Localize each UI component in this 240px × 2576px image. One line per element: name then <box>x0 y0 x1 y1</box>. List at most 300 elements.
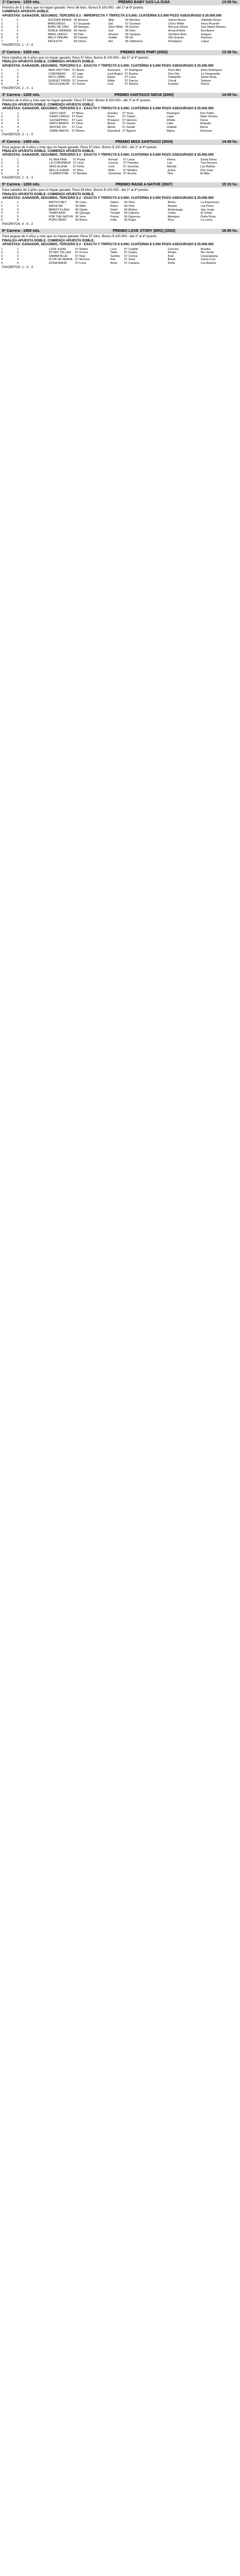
entry-cell: Brave <box>107 122 116 126</box>
race-condition-line: Para yeguas de 4 años y más que no hayan ganado: Peso 57 kilos. Bonos $ 100.000.- del 1ª al 4ª puesto. <box>2 145 158 149</box>
entry-cell: Los Alamos <box>201 261 217 265</box>
entry-cell: BELLA JUANA <box>49 168 69 172</box>
entry-cell: 57 Cruz <box>71 125 83 129</box>
entry-cell: 57 Aguirre <box>122 129 136 133</box>
entry-row <box>0 165 240 169</box>
entry-row <box>0 248 240 252</box>
entry-row <box>0 40 240 44</box>
entry-cell: 56 Mendez <box>125 19 140 22</box>
entry-cell: 57 Ruiz <box>75 254 86 258</box>
entry-cell: 5 <box>1 33 3 36</box>
race-condition-line: APUESTAS: GANADOR, SEGUNDO, TERCERO $ 2 - EXACTA Y TRIFECTA $ 5.000; CUATERNA $ 5.000 POZO ASEGURADO $ 25.000.000 <box>2 196 214 200</box>
entry-cell: Clemente <box>108 172 122 176</box>
entry-cell: Rivero <box>201 83 210 86</box>
entry-cell: 56 Viento <box>74 29 86 33</box>
entry-row <box>0 208 240 212</box>
race-conditions <box>0 234 240 247</box>
race-conditions <box>0 5 240 19</box>
entries-table <box>0 248 240 265</box>
entry-cell: MISS ELENA <box>49 165 67 168</box>
entry-cell: 57 Lazo <box>71 118 83 122</box>
race-favorites: FAVORITOS: 3 - 1 - 5 <box>2 133 33 137</box>
entry-cell: RAYO BRAVO <box>50 122 69 126</box>
entry-row <box>0 83 240 86</box>
entry-cell: 3 <box>1 26 3 29</box>
entry-cell: Holguin <box>201 33 211 36</box>
race-post-time: 13:00 hs. <box>222 1 238 4</box>
entry-cell: Elenita <box>167 165 177 168</box>
entry-cell: 56 Cabrera <box>124 212 139 215</box>
entry-cell: Saneo-Bruno <box>168 19 186 22</box>
entry-cell: 6 <box>1 219 3 222</box>
entry-cell: Love <box>110 247 117 251</box>
entry-cell: BRAVO FLASH <box>49 208 70 212</box>
race-condition-line: FINALIZA APUESTA DOBLE. COMIENZA APUESTA DOBLE. <box>2 238 95 243</box>
entry-cell: 1 <box>17 247 19 251</box>
entry-cell: 2 <box>17 72 19 76</box>
race-conditions <box>0 98 240 111</box>
entries-table <box>0 19 240 43</box>
entry-cell: 2 <box>17 115 19 119</box>
race-number: 1ª Carrera - 1200 mts. <box>2 1 41 4</box>
race-condition-line: FINALIZA APUESTA DOBLE. COMIENZA APUESTA DOBLE. <box>2 102 95 107</box>
race-condition-line: Para yeguas de 4 años y más que no hayan ganado: Peso 57 kilos. Bonos $ 100.000.- del 1ª al 4ª puesto. <box>2 235 158 239</box>
race-number: 4ª Carrera - 1400 mts. <box>2 140 41 144</box>
entry-cell: FOR THE NATIVE <box>49 215 74 219</box>
entry-row <box>0 158 240 162</box>
entry-cell: Oscar <box>200 118 209 122</box>
entry-cell: Gimenez <box>200 129 212 133</box>
entry-row <box>0 251 240 255</box>
entry-cell: Ampatia <box>200 122 211 126</box>
entries-table <box>0 201 240 222</box>
entry-cell: Juana <box>167 168 175 172</box>
entry-cell: PURO INDIO <box>49 219 67 222</box>
entry-cell: 56 Olivos <box>74 39 86 43</box>
entry-cell: DARE MALVO <box>50 129 69 133</box>
race-condition-line: Premios de $ 3 años que no hayan ganado: Peso 56 kilos. Bonos $ 100.000.- del 1ª al 6ª puesto. <box>2 6 145 10</box>
entry-cell: 5 <box>17 125 19 129</box>
entry-cell: 1 <box>17 158 19 161</box>
entry-cell: Wilde <box>107 79 115 83</box>
entry-cell: 3 <box>17 29 19 33</box>
entry-cell: 56 Bravo <box>75 219 87 222</box>
entry-row <box>0 126 240 130</box>
entry-cell: Pavo-Mor <box>168 69 181 72</box>
entry-cell: 4 <box>1 29 3 33</box>
entry-row <box>0 33 240 37</box>
entry-cell: 57 Campos <box>124 261 140 265</box>
entry-cell: 1 <box>17 201 19 205</box>
entry-cell: 56 Quiroga <box>75 212 90 215</box>
entry-cell: 57 Rivero <box>71 129 85 133</box>
entry-cell: FRAN CANGO <box>50 115 70 119</box>
entry-cell: 1 <box>1 111 3 115</box>
entry-cell: SAMBA BLUE <box>49 254 68 258</box>
race-condition-line: FINALIZA APUESTA DOBLE. COMIENZA APUESTA DOBLE. <box>2 192 95 196</box>
entry-cell: Brasil <box>167 258 175 262</box>
entry-cell: Copacabana <box>201 254 218 258</box>
entry-cell: Hnos.Rodriguez <box>201 69 222 72</box>
entry-cell: 1 <box>17 22 19 26</box>
entry-cell: 57 Olmo <box>71 122 83 126</box>
entry-cell: 57 Peña <box>73 165 84 168</box>
race-number: 6ª Carrera - 1000 mts. <box>2 229 41 233</box>
entry-cell: MISTER SIX <box>50 125 67 129</box>
entry-cell: 4 <box>1 168 3 172</box>
entry-cell: 3 <box>1 118 3 122</box>
entry-cell: SOLDIER BRAVE <box>47 19 72 22</box>
entry-cell: San Jorge <box>201 208 214 212</box>
entry-cell: 57 Paredes <box>123 161 139 165</box>
entry-cell: 4 <box>17 168 19 172</box>
entry-cell: Orden <box>167 212 177 215</box>
entry-cell: Tres Arroyos <box>200 161 218 165</box>
entry-cell: Cancion <box>167 247 179 251</box>
entry-cell: 5 <box>17 33 19 36</box>
entry-cell: 5 <box>1 83 3 86</box>
entry-cell: 57 Sosa <box>122 111 133 115</box>
entry-cell: Alzada <box>167 204 177 208</box>
entry-cell: Salazar <box>201 79 211 83</box>
entry-cell: 4 <box>1 258 3 262</box>
entry-cell: 56 Gil <box>125 36 133 40</box>
entry-cell: MILLY DREAM <box>47 36 68 40</box>
race-post-time: 16:00 hs. <box>222 229 238 233</box>
entry-cell: Flor <box>110 258 116 262</box>
entry-cell: Doña <box>167 261 175 265</box>
race-prize-name: PREMIO MISS PHIFI (2002) <box>120 50 168 54</box>
entry-cell: 57 Nuñez <box>75 247 89 251</box>
entry-cell: 5 <box>1 261 3 265</box>
entry-cell: Kurland <box>168 83 179 86</box>
entry-cell: 57 Jovenes <box>72 79 88 83</box>
entry-cell: 56 Miño <box>75 204 86 208</box>
race-prize-name: PREMIO RAISE A NATIVE (2007) <box>115 183 173 187</box>
entry-cell: TEGUCIGALPA <box>48 83 70 86</box>
entry-cell: 1 <box>1 69 3 72</box>
race-condition-line: Premios de 4 años y más que no hayan ganado: Peso 57 kilos. Bonos $ 100.000.- del 1ª al 4ª puesto. <box>2 99 151 103</box>
entry-cell: 56 Figueroa <box>124 215 140 219</box>
entry-cell: Rossini <box>108 33 118 36</box>
entry-cell: Mister <box>107 125 116 129</box>
entry-row <box>0 161 240 165</box>
entry-cell: 57 Joya <box>72 76 83 79</box>
race-favorites: FAVORITOS: 2 - 5 - 3 <box>2 176 33 180</box>
entry-cell: 56 Soto <box>125 29 136 33</box>
entry-cell: Native <box>110 201 119 205</box>
entry-cell: Luz <box>167 161 172 165</box>
entry-cell: 4 <box>1 212 3 215</box>
entry-cell: FLOR DE BRASIL <box>49 258 74 262</box>
entry-cell: Don Juan <box>200 168 213 172</box>
entry-cell: 4 <box>17 212 19 215</box>
entry-cell: NICO LIBRE <box>48 76 66 79</box>
entry-cell: 57 Ocupado <box>74 22 90 26</box>
entry-row <box>0 115 240 119</box>
entry-cell: Prospect <box>107 118 119 122</box>
entry-cell: Equal <box>107 76 115 79</box>
entry-cell: 56 Valdivieso <box>125 39 143 43</box>
entry-cell: 2 <box>1 72 3 76</box>
entry-cell: Raise <box>110 204 118 208</box>
entry-cell: 57 Ocampo <box>125 22 141 26</box>
race-conditions <box>0 188 240 201</box>
race-condition-line: APUESTAS: GANADOR, SEGUNDO, TERCERO $ 2 - IMPERFECTA Y TRIFECTA $ 5.000; CUATERNA $ 5.000 POZO ASEGURADO $ 20.000.000 <box>2 13 222 18</box>
entry-cell: 57 Duarte <box>122 122 136 126</box>
entry-cell: 7 <box>17 39 19 43</box>
entry-cell: Relampago <box>167 208 183 212</box>
entry-cell: Fotógrafo <box>168 76 181 79</box>
entry-row <box>0 79 240 83</box>
entry-cell: 57 Leiva <box>123 158 135 161</box>
race-condition-line: FINALIZA APUESTA DOBLE, COMIENZA APUESTA DOBLE. <box>2 60 95 64</box>
race-section <box>0 0 240 50</box>
entry-cell: 2 <box>1 161 3 165</box>
race-condition-line: Para caballos de 4 años que no hayan ganado: Peso 57 kilos. Bonos $ 100.000.- del 1ª al 4ª puesto. <box>2 55 149 60</box>
entries-table <box>0 158 240 176</box>
race-number: 2ª Carrera - 1000 mts. <box>2 50 41 54</box>
entry-cell: Lujan <box>166 115 174 119</box>
entry-row <box>0 76 240 79</box>
entry-cell: Corona <box>108 161 118 165</box>
entry-cell: FLORA FINA <box>49 158 67 161</box>
entry-cell: 1 <box>1 247 3 251</box>
entry-cell: 56 Vazquez <box>125 33 141 36</box>
entry-cell: Los Pinos <box>201 204 214 208</box>
entry-cell: 5 <box>1 125 3 129</box>
race-post-time: 13:30 hs. <box>222 50 238 54</box>
entry-cell: Amor <box>110 261 118 265</box>
entry-cell: El Alba <box>200 172 210 176</box>
entry-cell: 2 <box>17 204 19 208</box>
entry-cell: Relato <box>167 251 177 255</box>
race-post-time: 14:05 hs. <box>222 93 238 98</box>
entry-cell: 2 <box>17 161 19 165</box>
race-section <box>0 93 240 139</box>
race-section <box>0 229 240 272</box>
entry-cell: 2 <box>17 251 19 255</box>
entry-cell: Daredevil <box>107 129 121 133</box>
entry-cell: Bello <box>108 168 115 172</box>
entries-table <box>0 69 240 86</box>
entry-cell: Tina <box>167 172 173 176</box>
entry-row <box>0 29 240 33</box>
entry-cell: 57 Benitez <box>73 172 87 176</box>
entry-cell: 56 Arrastre <box>74 19 89 22</box>
entry-cell: 3 <box>1 208 3 212</box>
entry-cell: 57 Ramos <box>124 83 139 86</box>
entry-cell: Flores <box>167 158 175 161</box>
entry-cell: 56 Molina <box>124 208 138 212</box>
entry-cell: 2 <box>1 204 3 208</box>
entry-cell: Santa Cruz <box>201 258 216 262</box>
entry-row <box>0 36 240 40</box>
race-section <box>0 50 240 93</box>
race-prize-name: PREMIO BABY GAS LA GUIA <box>118 1 170 4</box>
entry-cell: San Martin Alvarez <box>201 26 226 29</box>
entry-cell: Dimita <box>166 118 175 122</box>
entry-cell: 3 <box>17 208 19 212</box>
entry-cell: Vedette <box>166 125 177 129</box>
race-prize-name: PREMIO LOVE STORY (BRZ) (2002) <box>113 229 175 233</box>
entry-cell: 56 Gomez <box>125 26 139 29</box>
entry-cell: La Esperanza <box>201 201 219 205</box>
entry-cell: 57 Acosta <box>123 172 137 176</box>
entry-cell: 56 Cano <box>75 201 87 205</box>
entry-cell: 4 <box>17 79 19 83</box>
entry-cell: TEMPLARIO <box>49 212 66 215</box>
entry-cell: 6 <box>1 36 3 40</box>
entry-cell: Reina <box>167 201 176 205</box>
entry-row <box>0 205 240 208</box>
entry-cell: 57 Prado <box>73 158 85 161</box>
entry-cell: Indio <box>110 219 117 222</box>
entry-cell: 1 <box>1 19 3 22</box>
entry-cell: Roman <box>108 158 118 161</box>
entry-cell: 2 <box>1 251 3 255</box>
race-condition-line: APUESTAS: GANADOR, SEGUNDO, TERCERO $ 2 - EXACTA Y TRIFECTA $ 5.000; CUATERNA $ 5.000 POZO ASEGURADO $ 25.000.000 <box>2 243 214 247</box>
entry-cell: 4 <box>1 122 3 126</box>
entry-cell: 57 Correa <box>124 254 138 258</box>
entry-cell: SUNSET PRIDE <box>48 79 70 83</box>
race-header <box>0 229 240 234</box>
entry-cell: Dunn <box>107 115 115 119</box>
entry-cell: Aborigen <box>167 215 180 219</box>
entry-row <box>0 119 240 123</box>
entry-cell: Villafañe Romo <box>201 19 221 22</box>
entry-cell: NATIVO REY <box>49 201 67 205</box>
entry-cell: 57 Fuerte <box>72 83 85 86</box>
entry-cell: Corral <box>168 79 177 83</box>
race-condition-line: APUESTAS: GANADOR, SEGUNDO, TERCERO $ 2 - EXACTA Y TRIFECTA $ 5.000; CUATERNA $ 5.000 POZO ASEGURADO $ 25.000.000 <box>2 63 214 68</box>
entry-cell: CLEMENTINE <box>49 172 69 176</box>
entry-cell: NEW FACTORY <box>48 69 70 72</box>
entry-cell: CORONADO <box>48 72 66 76</box>
entry-cell: 1 <box>1 201 3 205</box>
entry-cell: BUBU DE ORO <box>47 26 69 29</box>
race-favorites: FAVORITOS: 1 - 4 - 3 <box>2 265 33 269</box>
entry-cell: Brasilia <box>201 247 211 251</box>
entry-cell: Dark Wilde <box>108 26 123 29</box>
entry-cell: 3 <box>17 76 19 79</box>
entry-cell: LA CORONADA <box>49 161 71 165</box>
entry-cell: 56 Canela <box>74 36 87 40</box>
entry-cell: Los Robles <box>200 165 215 168</box>
entry-cell: Santa Rosa <box>201 76 217 79</box>
entry-cell: LOVE SONG <box>49 247 67 251</box>
entry-cell: 57 Medina <box>123 168 138 172</box>
entry-cell: 1 <box>17 69 19 72</box>
entry-cell: 56 Vera <box>75 215 86 219</box>
entry-cell: DOÑA AMOR <box>49 261 67 265</box>
race-section <box>0 140 240 183</box>
entry-cell: 57 Paso <box>71 115 83 119</box>
entry-cell: Hnos.Picarelli <box>201 22 219 26</box>
entry-row <box>0 212 240 215</box>
entry-cell: Dal <box>108 22 113 26</box>
entry-cell: Greeley <box>107 111 118 115</box>
entry-cell: GATO GRIS <box>50 111 66 115</box>
entry-cell: 57 Mesa <box>71 111 84 115</box>
race-header <box>0 140 240 145</box>
entry-cell: 4 <box>17 258 19 262</box>
entry-cell: MANCHEGO <box>47 22 66 26</box>
race-favorites: FAVORITOS: 2 - 4 - 1 <box>2 86 33 90</box>
entry-cell: 56 Rampas <box>74 26 89 29</box>
entry-cell: Latte <box>166 122 173 126</box>
race-condition-line: Para caballos de 3 años que no hayan ganado: Peso 56 kilos. Bonos $ 100.000.- del 1ª al 4ª puesto. <box>2 188 149 192</box>
entry-cell: 3 <box>1 254 3 258</box>
race-conditions <box>0 145 240 158</box>
entry-cell: Romo <box>200 125 209 129</box>
entry-cell: Lord <box>107 83 114 86</box>
entry-cell: 5 <box>17 172 19 176</box>
entry-cell: Billy <box>108 19 114 22</box>
entry-cell: Roi <box>108 39 113 43</box>
race-prize-name: PREMIO MISS SANTIAGO (2004) <box>115 140 173 144</box>
entry-cell: 5 <box>1 172 3 176</box>
entry-cell: 57 Lima <box>73 161 84 165</box>
entry-row <box>0 22 240 26</box>
race-header <box>0 0 240 5</box>
entry-cell: Teller <box>110 251 118 255</box>
entry-cell: 57 Luna <box>75 261 86 265</box>
entry-cell: 57 Godoy <box>124 251 138 255</box>
entry-cell: 4 <box>17 26 19 29</box>
entry-row <box>0 215 240 219</box>
entry-cell: 2 <box>1 115 3 119</box>
entry-cell: El Ombu <box>201 212 213 215</box>
entry-cell: Temple <box>110 212 120 215</box>
entry-cell: 6 <box>17 129 19 133</box>
entry-cell: 6 <box>17 36 19 40</box>
entry-cell: 7 <box>1 39 3 43</box>
entry-cell: 57 Lago <box>72 72 84 76</box>
entry-cell: 57 Castillo <box>124 247 138 251</box>
entry-cell: Sendero-Bola <box>168 33 187 36</box>
entry-cell: GIUSEPPINO <box>50 118 68 122</box>
entry-cell: 3 <box>17 118 19 122</box>
entry-cell: 6 <box>1 129 3 133</box>
entry-row <box>0 255 240 259</box>
entry-cell: 6 <box>17 219 19 222</box>
entry-cell: 1 <box>17 111 19 115</box>
entry-cell: 56 Rojas <box>124 219 136 222</box>
entry-cell: 57 Moreno <box>75 258 90 262</box>
entry-cell: Malva <box>166 129 175 133</box>
entry-cell: Don Pablo <box>200 111 214 115</box>
entry-row <box>0 262 240 265</box>
race-section <box>0 182 240 229</box>
entry-cell: Rio Verde <box>201 251 214 255</box>
entry-cell: 3 <box>1 76 3 79</box>
entry-cell: 5 <box>1 215 3 219</box>
entry-cell: 57 Sosa <box>124 258 135 262</box>
entry-cell: Lopez <box>201 39 209 43</box>
entry-cell: Hurricane <box>107 69 121 72</box>
entry-cell: Arriacol-Bote <box>168 29 186 33</box>
entry-cell: 57 Bravo <box>72 69 85 72</box>
entry-row <box>0 112 240 116</box>
entry-cell: 2 <box>1 22 3 26</box>
entry-cell: 57 Bustos <box>124 72 138 76</box>
entry-cell: Lord Bogus <box>107 72 123 76</box>
entry-cell: Forest <box>110 215 119 219</box>
entry-cell: 57 Herrera <box>122 118 137 122</box>
race-condition-line: FINALIZA APUESTA DOBLE. COMIENZA APUESTA DOBLE. <box>2 149 95 153</box>
entry-cell: La Loma <box>201 219 213 222</box>
